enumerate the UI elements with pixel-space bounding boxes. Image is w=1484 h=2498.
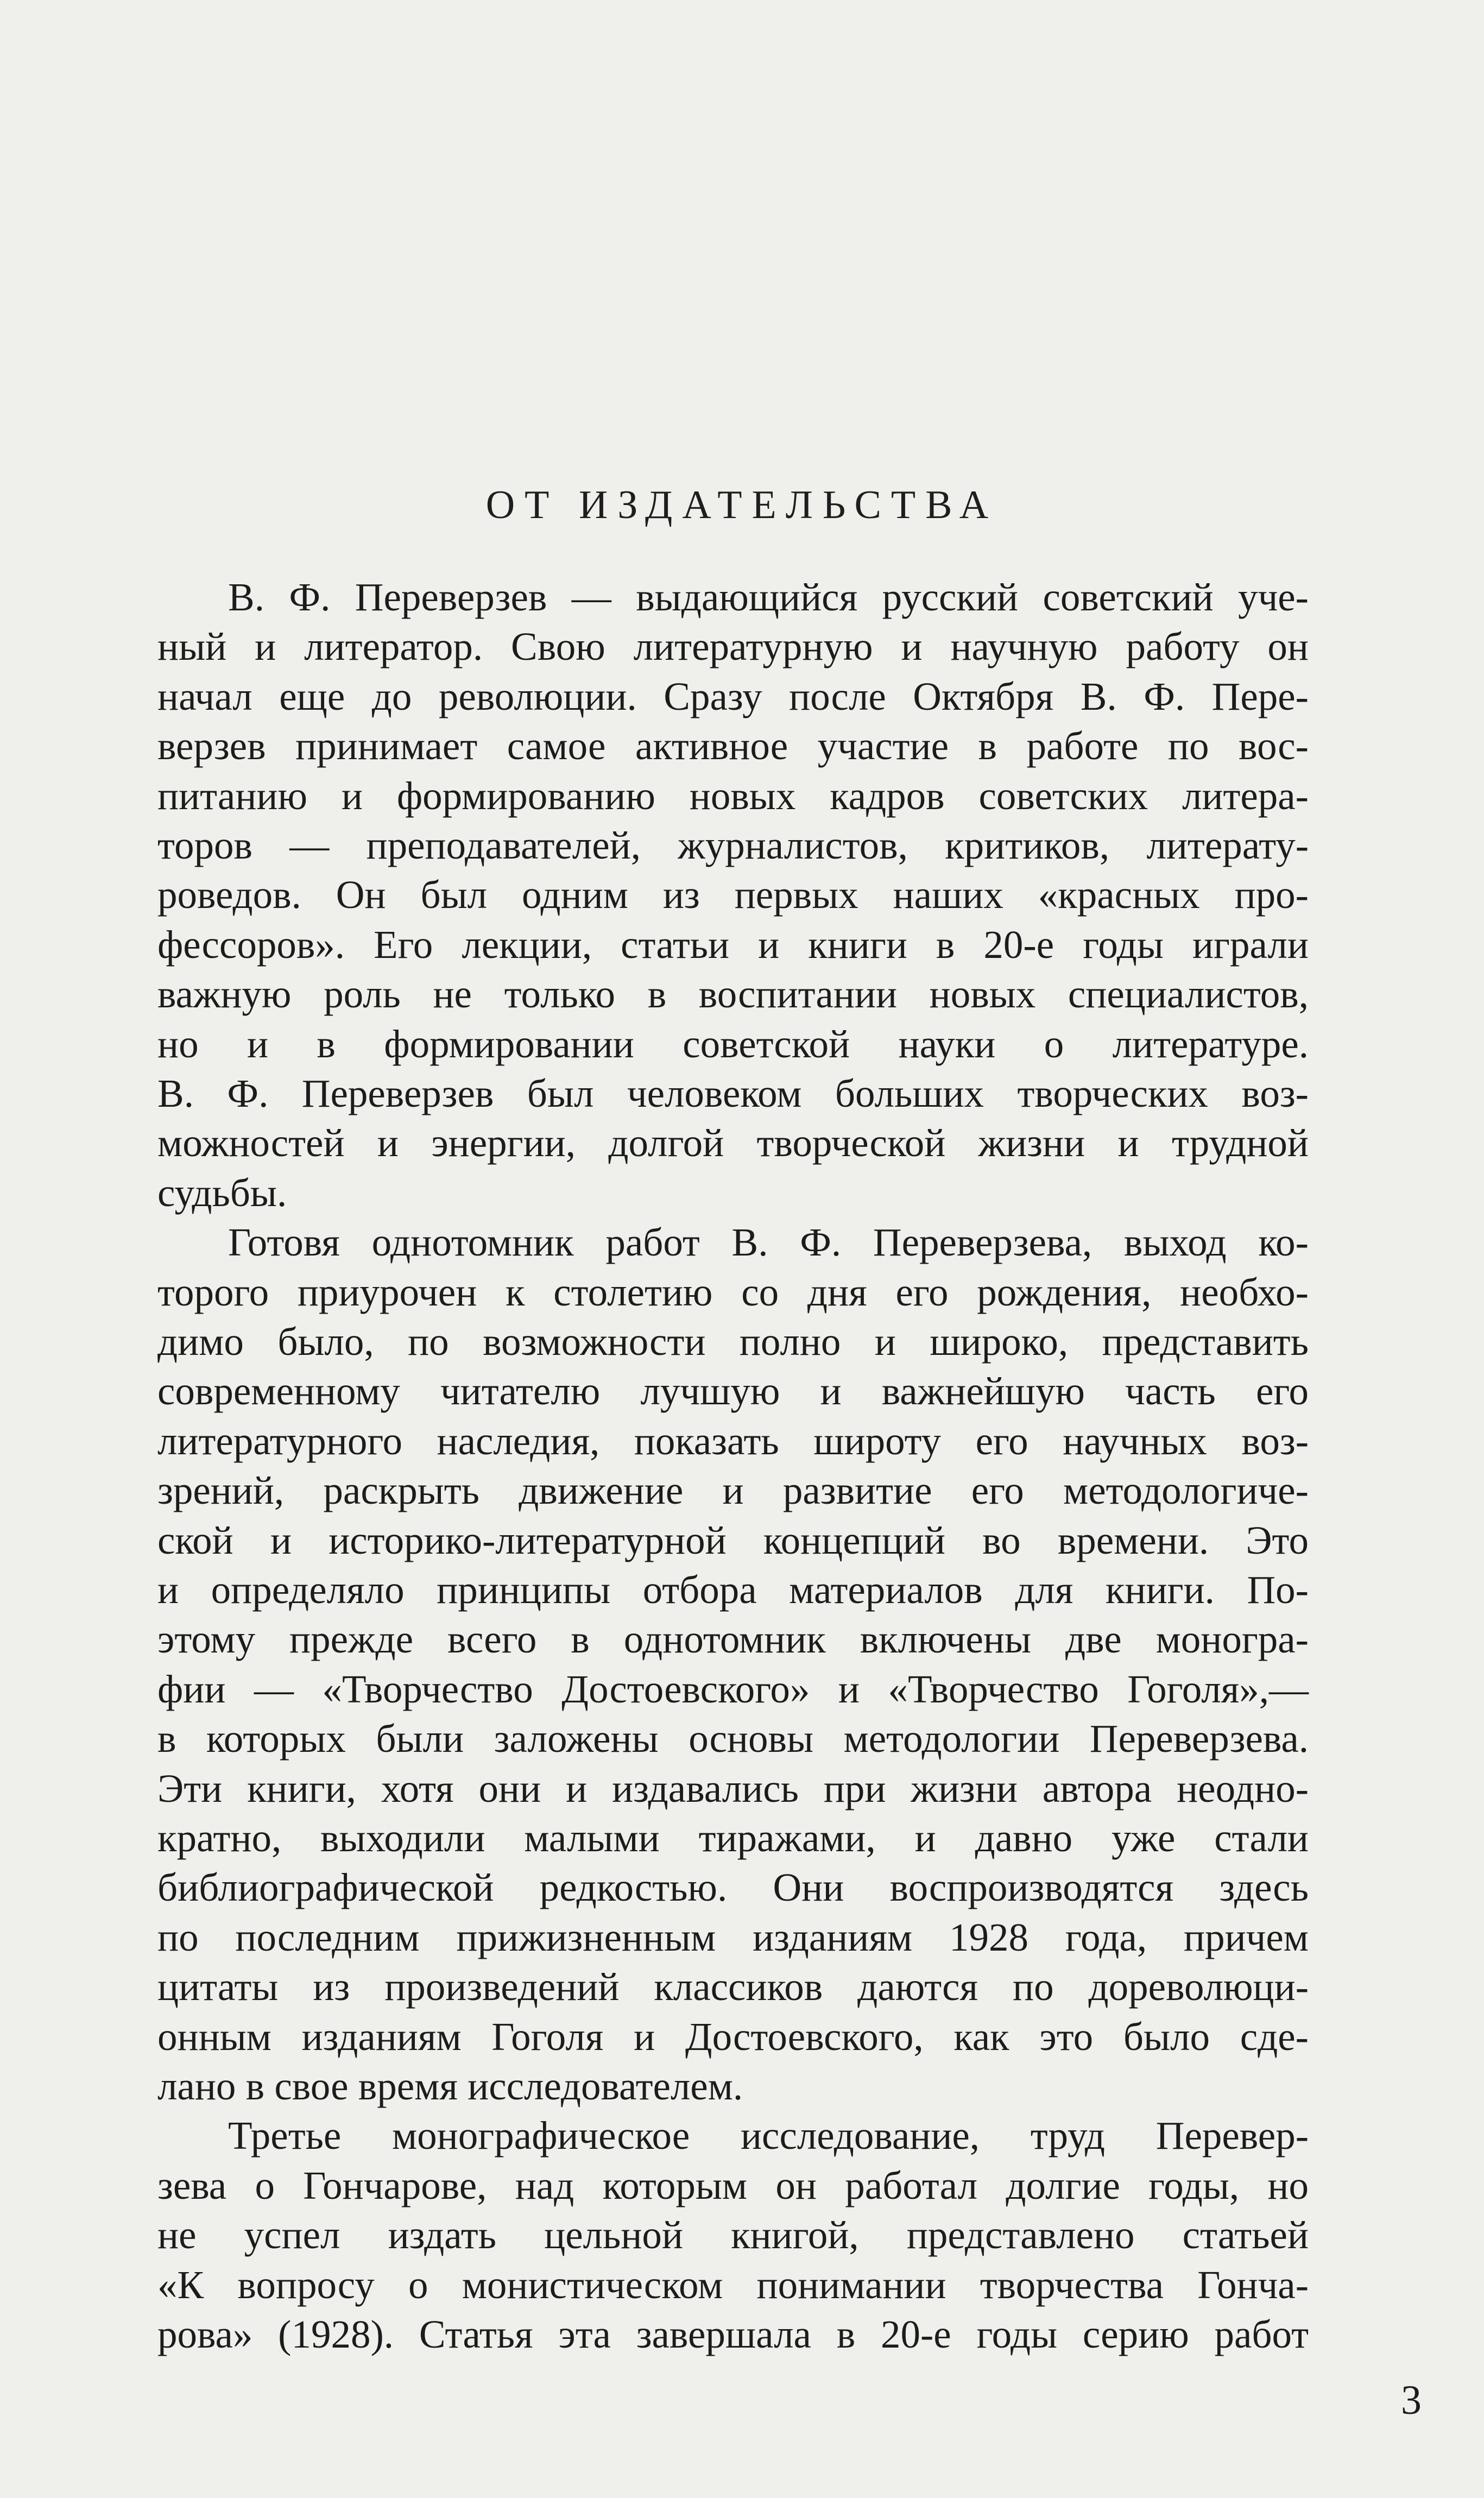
text-line: онным изданиям Гоголя и Достоевского, как это было сде- [157, 2015, 1309, 2059]
text-line: Третье монографическое исследование, труд Перевер- [228, 2114, 1309, 2158]
text-line: роведов. Он был одним из первых наших «красных про- [157, 873, 1309, 917]
text-line: кратно, выходили малыми тиражами, и давно уже стали [157, 1816, 1309, 1860]
text-line: этому прежде всего в однотомник включены две моногра- [157, 1617, 1309, 1661]
text-line: не успел издать цельной книгой, представлено статьей [157, 2213, 1309, 2257]
text-line: Эти книги, хотя они и издавались при жизни автора неодно- [157, 1767, 1309, 1811]
text-line: цитаты из произведений классиков даются по дореволюци- [157, 1965, 1309, 2009]
text-line: «К вопросу о монистическом понимании творчества Гонча- [157, 2263, 1309, 2307]
text-line: ный и литератор. Свою литературную и научную работу он [157, 624, 1309, 668]
text-line: лано в свое время исследователем. [157, 2064, 743, 2108]
text-line: судьбы. [157, 1171, 287, 1215]
page-title: ОТ ИЗДАТЕЛЬСТВА [485, 483, 999, 527]
text-line: В. Ф. Переверзев был человеком больших творческих воз- [157, 1071, 1309, 1115]
text-line: современному читателю лучшую и важнейшую часть его [157, 1369, 1309, 1413]
text-line: фессоров». Его лекции, статьи и книги в 20-е годы играли [157, 923, 1309, 967]
text-line: верзев принимает самое активное участие в работе по вос- [157, 724, 1309, 768]
text-line: торого приурочен к столетию со дня его рождения, необхо- [157, 1270, 1309, 1314]
text-line: зева о Гончарове, над которым он работал долгие годы, но [157, 2163, 1309, 2207]
text-line: можностей и энергии, долгой творческой жизни и трудной [157, 1121, 1309, 1165]
text-line: в которых были заложены основы методологии Переверзева. [157, 1717, 1309, 1761]
text-line: ской и историко-литературной концепций во времени. Это [157, 1518, 1309, 1562]
text-line: В. Ф. Переверзев — выдающийся русский советский уче- [228, 575, 1309, 619]
text-line: по последним прижизненным изданиям 1928 года, причем [157, 1915, 1309, 1959]
text-line: литературного наследия, показать широту его научных воз- [157, 1419, 1309, 1463]
text-line: рова» (1928). Статья эта завершала в 20-е годы серию работ [157, 2312, 1309, 2356]
text-line: питанию и формированию новых кадров советских литера- [157, 774, 1309, 818]
text-line: библиографической редкостью. Они воспроизводятся здесь [157, 1865, 1309, 1909]
text-line: зрений, раскрыть движение и развитие его методологиче- [157, 1468, 1309, 1512]
text-line: димо было, по возможности полно и широко, представить [157, 1320, 1309, 1364]
text-line: важную роль не только в воспитании новых специалистов, [157, 972, 1309, 1016]
text-line: фии — «Творчество Достоевского» и «Творчество Гоголя»,— [157, 1667, 1309, 1711]
text-line: Готовя однотомник работ В. Ф. Переверзева, выход ко- [228, 1220, 1309, 1264]
text-line: начал еще до революции. Сразу после Октября В. Ф. Пере- [157, 674, 1309, 718]
page-number: 3 [1401, 2377, 1422, 2423]
text-line: торов — преподавателей, журналистов, критиков, литерату- [157, 823, 1309, 867]
text-line: но и в формировании советской науки о литературе. [157, 1022, 1309, 1066]
text-line: и определяло принципы отбора материалов для книги. По- [157, 1568, 1309, 1612]
